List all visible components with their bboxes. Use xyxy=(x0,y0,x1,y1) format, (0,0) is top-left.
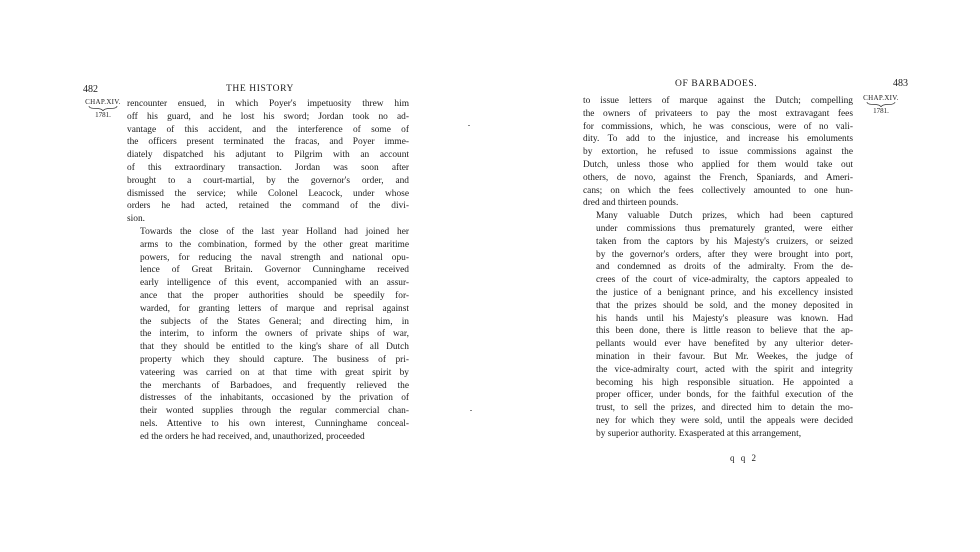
text-line: the interim, to inform the owners of private ships of war, xyxy=(140,329,409,340)
paragraph xyxy=(583,210,853,440)
margin-year: 1781. xyxy=(873,107,889,115)
text-line: orders he had acted, retained the command of the divi- xyxy=(127,201,409,212)
text-line: others, de novo, against the French, Spaniards, and Ameri- xyxy=(583,172,853,183)
text-line: dred and thirteen pounds. xyxy=(583,198,679,209)
paragraph xyxy=(583,95,853,210)
text-line: property which they should capture. The business of pri- xyxy=(140,354,409,365)
text-line: and condemned as droits of the admiralty. From the de- xyxy=(596,262,853,273)
text-line: off his guard, and he lost his sword; Jordan took no ad- xyxy=(127,111,409,122)
text-line: becoming his high responsible situation. He appointed a xyxy=(596,377,853,388)
margin-chapter: CHAP.XIV. xyxy=(85,98,121,106)
text-line: his hands until his Majesty's pleasure was known. Had xyxy=(596,313,853,324)
text-line: diately dispatched his adjutant to Pilgrim with an account xyxy=(127,150,409,161)
text-line: ance that the proper authorities should be speedily for- xyxy=(140,290,409,301)
text-line: this been done, there is little reason to believe that the ap- xyxy=(596,326,853,337)
text-line: the merchants of Barbadoes, and frequently relieved the xyxy=(140,380,409,391)
text-line: vateering was carried on at that time with great spirit by xyxy=(140,367,409,378)
margin-year: 1781. xyxy=(95,111,111,119)
margin-note xyxy=(80,99,126,119)
text-line: cans; on which the fees collectively amounted to one hun- xyxy=(583,185,853,196)
text-line: the subjects of the States General; and directing him, in xyxy=(140,316,409,327)
text-line: under commissions thus prematurely granted, were either xyxy=(596,223,853,234)
page-number: 483 xyxy=(893,78,908,89)
text-line: Dutch, unless those who applied for them would take out xyxy=(583,159,853,170)
text-line: by extortion, he refused to issue commissions against the xyxy=(583,147,853,158)
text-line: brought to a court-martial, by the governor's order, and xyxy=(127,175,409,186)
text-line: ney for which they were sold, until the appeals were decided xyxy=(596,415,853,426)
text-line: ed the orders he had received, and, unauthorized, proceeded xyxy=(140,431,365,442)
body-text xyxy=(583,95,853,441)
text-line: nels. Attentive to his own interest, Cunninghame conceal- xyxy=(140,418,409,429)
text-line: the vice-admiralty court, acted with the spirit and integrity xyxy=(596,364,853,375)
running-head: THE HISTORY xyxy=(226,84,294,94)
text-line: taken from the captors by his Majesty's cruizers, or seized xyxy=(596,236,853,247)
paragraph xyxy=(127,226,409,444)
text-line: warded, for granting letters of marque and reprisal against xyxy=(140,303,409,314)
text-line: the justice of a benignant prince, and his excellency insisted xyxy=(596,287,853,298)
text-line: dismissed the service; while Colonel Leacock, under whose xyxy=(127,188,409,199)
text-line: sion. xyxy=(127,214,145,225)
text-line: mination in their favour. But Mr. Weekes, the judge of xyxy=(596,351,853,362)
text-line: by superior authority. Exasperated at this arrangement, xyxy=(596,428,802,439)
text-line: early intelligence of this event, accompanied with an assur- xyxy=(140,278,409,289)
text-line: vantage of this accident, and the interference of some of xyxy=(127,124,409,135)
text-line: that they should be entitled to the king's share of all Dutch xyxy=(140,342,409,353)
text-line: Many valuable Dutch prizes, which had been captured xyxy=(596,211,853,222)
running-head: OF BARBADOES. xyxy=(675,79,758,89)
text-line: of this extraordinary transaction. Jordan was soon after xyxy=(127,162,409,173)
text-line: the officers present terminated the fracas, and Poyer imme- xyxy=(127,137,409,148)
text-line: arms to the combination, formed by the other great maritime xyxy=(140,239,409,250)
paragraph xyxy=(127,98,409,226)
right-page xyxy=(490,0,980,552)
text-line: for commissions, which, he was conscious, were of no vali- xyxy=(583,121,853,132)
page-number: 482 xyxy=(83,84,98,95)
text-line: trust, to sell the prizes, and directed him to detain the mo- xyxy=(596,403,853,414)
scan-speck xyxy=(470,410,472,411)
text-line: lence of Great Britain. Governor Cunninghame received xyxy=(140,265,409,276)
text-line: crees of the court of vice-admiralty, the captors appealed to xyxy=(596,275,853,286)
text-line: that the prizes should be sold, and the money deposited in xyxy=(596,300,853,311)
text-line: rencounter ensued, in which Poyer's impetuosity threw him xyxy=(127,99,409,109)
body-text xyxy=(127,98,409,444)
text-line: dity. To add to the injustice, and increase his emoluments xyxy=(583,134,853,145)
text-line: their wonted supplies through the regular commercial chan- xyxy=(140,406,409,417)
text-line: proper officer, under bonds, for the faithful execution of the xyxy=(596,390,853,401)
margin-note xyxy=(858,95,904,115)
margin-chapter: CHAP.XIV. xyxy=(863,94,899,102)
text-line: pellants would ever have benefited by any ulterior deter- xyxy=(596,339,853,350)
text-line: the owners of privateers to pay the most extravagant fees xyxy=(583,108,853,119)
text-line: distresses of the inhabitants, occasioned by the privation of xyxy=(140,393,409,404)
text-line: powers, for reducing the naval strength and national opu- xyxy=(140,252,409,263)
signature-mark: q q 2 xyxy=(730,453,758,463)
text-line: Towards the close of the last year Holland had joined her xyxy=(140,226,409,237)
text-line: to issue letters of marque against the Dutch; compelling xyxy=(583,96,853,106)
text-line: by the governor's orders, after they were brought into port, xyxy=(596,249,853,260)
scan-speck xyxy=(468,125,470,126)
